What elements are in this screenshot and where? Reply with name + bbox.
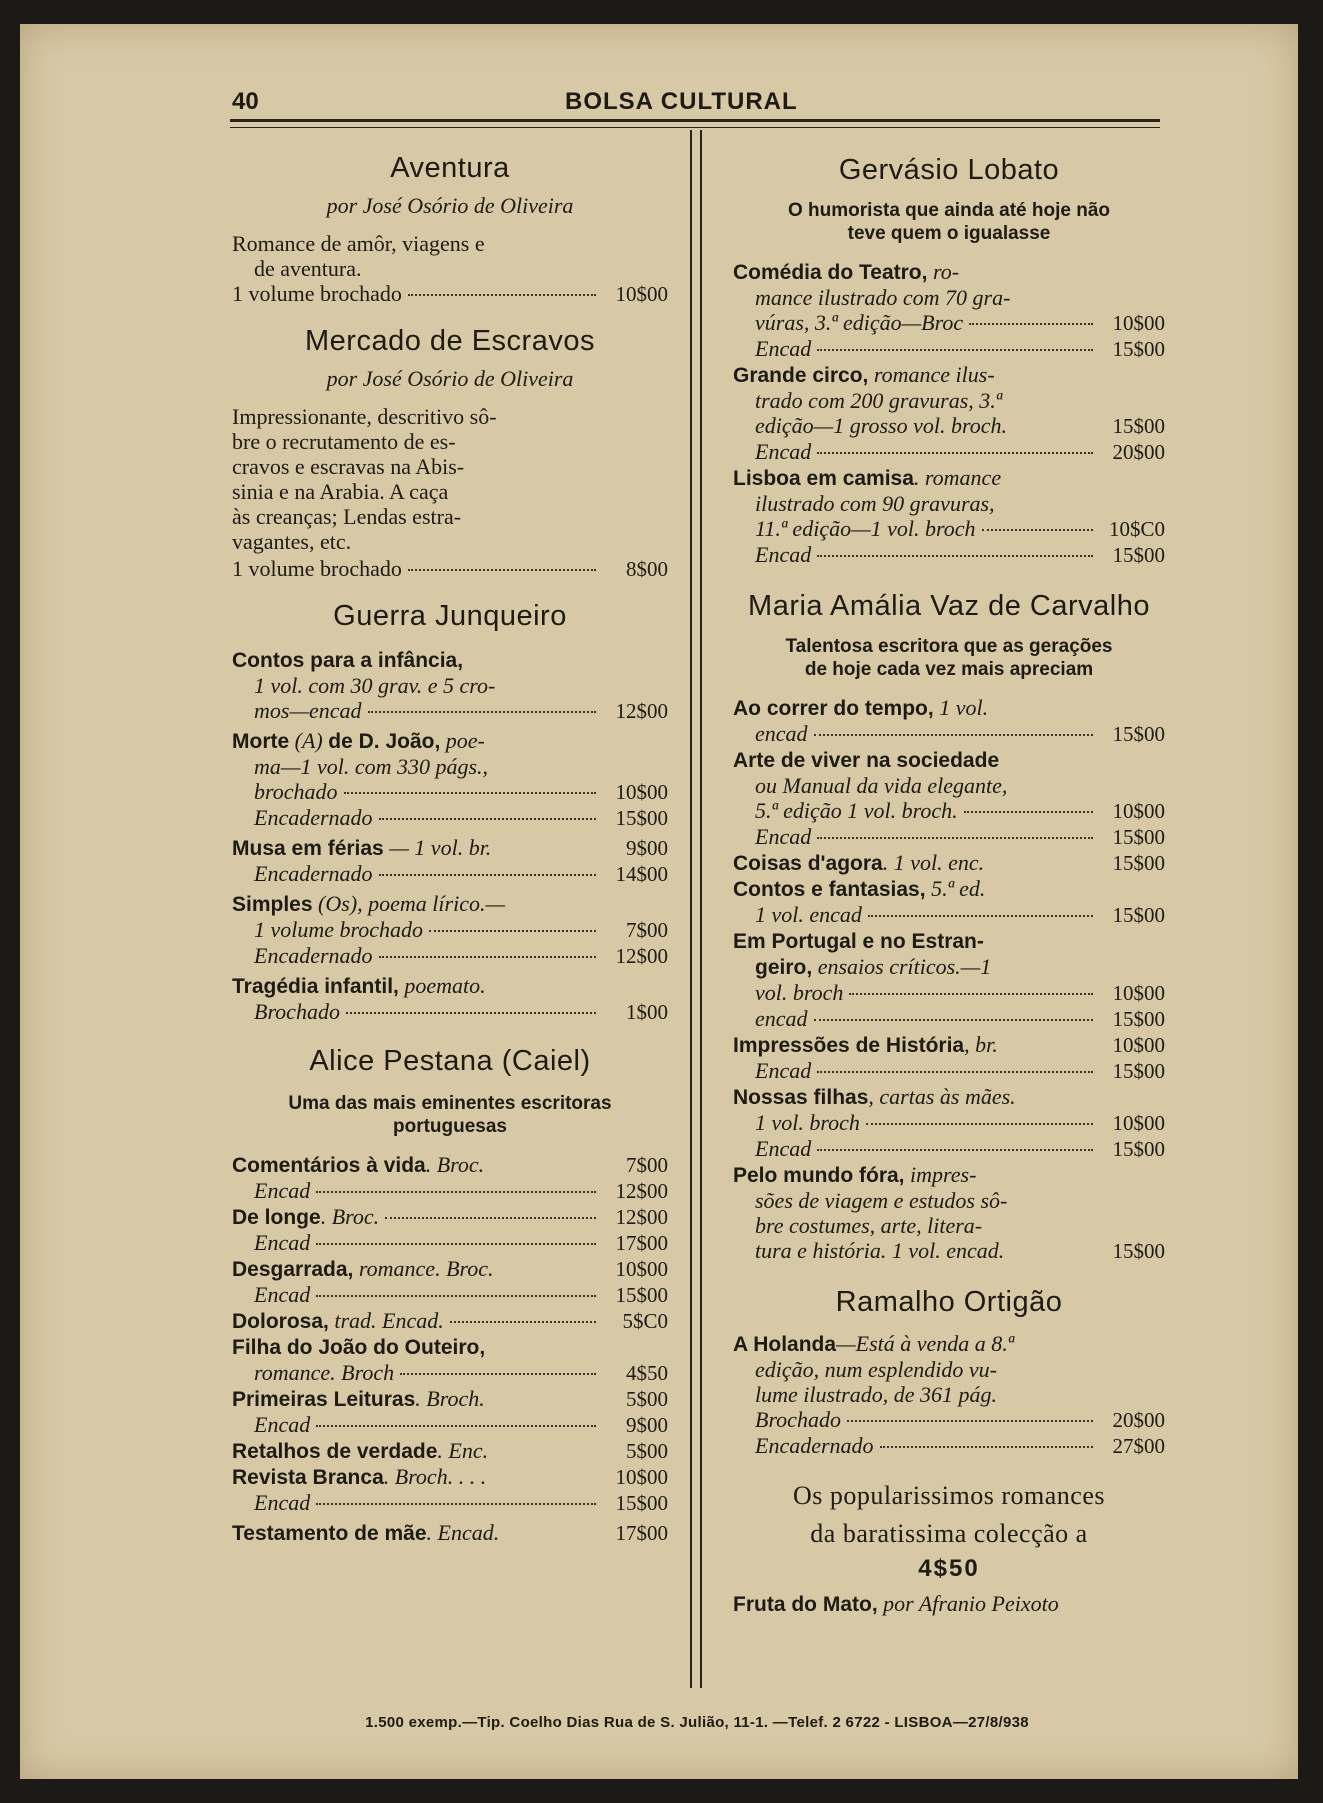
- price-row: [733, 1136, 1165, 1162]
- right-column: [733, 130, 1165, 1617]
- price-row: [232, 1438, 668, 1464]
- row-price: 10$00: [1112, 799, 1165, 823]
- book-detail: . Broc.: [425, 1152, 485, 1177]
- row-price: 10$00: [615, 1465, 668, 1489]
- book-detail: bre costumes, arte, litera-: [755, 1213, 983, 1238]
- row-price: 15$00: [1112, 903, 1165, 927]
- promo-price: 4$50: [918, 1555, 980, 1582]
- row-price: 10$00: [1112, 311, 1165, 335]
- price-row: [232, 1412, 668, 1438]
- tagline-line: Uma das mais eminentes escritoras: [288, 1093, 612, 1114]
- book-detail: poemato.: [398, 973, 486, 998]
- author-heading-aventura: Aventura: [390, 152, 510, 184]
- price-row: [733, 1407, 1165, 1433]
- row-title: tura e história. 1 vol. encad.: [755, 1238, 1005, 1263]
- book-detail: . 1 vol. enc.: [882, 850, 985, 875]
- row-title: Encad: [254, 1490, 311, 1515]
- row-price: 7$00: [626, 918, 668, 942]
- price-row: [232, 835, 668, 861]
- row-price: 12$00: [615, 1205, 668, 1229]
- row-price: 5$C0: [622, 1309, 668, 1333]
- desc-line: às creanças; Lendas estra-: [232, 504, 462, 529]
- row-price: 10$00: [615, 1257, 668, 1281]
- row-title: romance. Broch: [254, 1360, 395, 1385]
- book-musa-ferias: [232, 835, 668, 887]
- book-ao-correr: [733, 695, 1165, 747]
- page-header: [230, 86, 1160, 118]
- price-row: [733, 310, 1165, 336]
- tagline-line: teve quem o igualasse: [847, 223, 1051, 244]
- book-title: Filha do João do Outeiro,: [232, 1336, 486, 1359]
- dot-leader: [450, 1321, 596, 1323]
- book-detail: mance ilustrado com 70 gra-: [755, 285, 1011, 310]
- book-detail: trado com 200 gravuras, 3.ª: [755, 388, 1002, 413]
- price-row: [733, 980, 1165, 1006]
- tagline-line: Talentosa escritora que as gerações: [785, 636, 1113, 657]
- price-row: [232, 1464, 668, 1490]
- book-detail: romance. Broc.: [353, 1256, 494, 1281]
- book-title-cont: geiro,: [755, 956, 813, 979]
- row-title: 11.ª edição—1 vol. broch: [755, 516, 976, 541]
- row-price: 7$00: [626, 1153, 668, 1177]
- book-title: Musa em férias: [232, 837, 384, 860]
- row-price: 15$00: [1112, 851, 1165, 875]
- row-title: mos—encad: [254, 698, 362, 723]
- author-heading-mercado: Mercado de Escravos: [305, 325, 595, 357]
- book-detail: trad. Encad.: [328, 1308, 444, 1333]
- price-row: [232, 943, 668, 969]
- book-detail: edição, num esplendido vu-: [755, 1357, 997, 1382]
- price-row: [733, 850, 1165, 876]
- dot-leader: [814, 734, 1093, 736]
- dot-leader: [817, 349, 1093, 351]
- row-title: encad: [755, 721, 808, 746]
- book-contos-fantasias: [733, 876, 1165, 928]
- book-detail: por Afranio Peixoto: [877, 1591, 1059, 1616]
- row-price: 10$00: [1112, 1033, 1165, 1057]
- row-price: 5$00: [626, 1439, 668, 1463]
- desc-line: Romance de amôr, viagens e: [232, 231, 485, 256]
- book-title: Comédia do Teatro,: [733, 261, 928, 284]
- price-row: [733, 336, 1165, 362]
- book-title: Tragédia infantil,: [232, 975, 399, 998]
- row-price: 17$00: [615, 1521, 668, 1545]
- price-row: [733, 439, 1165, 465]
- book-detail: 5.ª ed.: [925, 876, 986, 901]
- book-title: Nossas filhas: [733, 1086, 869, 1109]
- row-title: Encad: [755, 824, 812, 849]
- row-price: 10$00: [1112, 981, 1165, 1005]
- author-heading-ramalho: Ramalho Ortigão: [835, 1286, 1063, 1318]
- row-title: 5.ª edição 1 vol. broch.: [755, 798, 958, 823]
- book-detail: (Os), poema lírico.—: [312, 891, 506, 916]
- book-em-portugal: [733, 928, 1165, 1032]
- book-title: Contos e fantasias,: [733, 878, 926, 901]
- row-title: brochado: [254, 779, 338, 804]
- author-heading-alice: Alice Pestana (Caiel): [309, 1045, 591, 1077]
- row-title: Encad: [755, 1136, 812, 1161]
- price-row: [733, 1110, 1165, 1136]
- book-detail: ro-: [927, 259, 960, 284]
- dot-leader: [316, 1503, 596, 1505]
- price-row: [232, 1360, 668, 1386]
- dot-leader: [316, 1425, 596, 1427]
- book-detail: —Está à venda a 8.ª: [836, 1331, 1014, 1356]
- header-rule: [230, 119, 1160, 122]
- row-price: 15$00: [1112, 722, 1165, 746]
- row-price: 15$00: [1112, 1059, 1165, 1083]
- row-title: Encadernado: [254, 861, 373, 886]
- book-fruta-mato: [733, 1591, 1165, 1617]
- book-a-holanda: [733, 1331, 1165, 1459]
- book-lisboa-camisa: [733, 465, 1165, 568]
- description-mercado: [232, 404, 668, 554]
- book-detail: . Broch. . . .: [383, 1464, 487, 1489]
- row-price: 8$00: [626, 557, 668, 581]
- row-title: Encad: [755, 439, 812, 464]
- book-detail: ma—1 vol. com 330 págs.,: [254, 754, 489, 779]
- book-title: Pelo mundo fóra,: [733, 1164, 905, 1187]
- dot-leader: [817, 1149, 1093, 1151]
- row-price: 15$00: [1112, 1137, 1165, 1161]
- author-heading-maria: Maria Amália Vaz de Carvalho: [748, 590, 1150, 622]
- book-filha-joao-outeiro: [232, 1334, 668, 1386]
- book-nossas-filhas: [733, 1084, 1165, 1162]
- row-title: Encadernado: [254, 943, 373, 968]
- book-detail: ou Manual da vida elegante,: [755, 773, 1008, 798]
- dot-leader: [344, 792, 596, 794]
- dot-leader: [868, 915, 1093, 917]
- tagline-line: portuguesas: [392, 1116, 508, 1137]
- price-row: [733, 1433, 1165, 1459]
- author-heading-guerra: Guerra Junqueiro: [333, 600, 567, 632]
- dot-leader: [969, 323, 1093, 325]
- price-row: [232, 1490, 668, 1516]
- byline-aventura: por José Osório de Oliveira: [326, 193, 574, 218]
- dot-leader: [400, 1373, 596, 1375]
- row-price: 10$00: [615, 282, 668, 306]
- printer-imprint: 1.500 exemp.—Tip. Coelho Dias Rua de S. Julião, 11-1. —Telef. 2 6722 - LISBOA—27/8/938: [365, 1714, 1029, 1731]
- price-row: [733, 902, 1165, 928]
- book-detail: — 1 vol. br.: [383, 835, 492, 860]
- row-title: vol. broch: [755, 980, 844, 1005]
- row-title: Encad: [254, 1230, 311, 1255]
- author-tagline: [232, 1092, 668, 1138]
- book-title: Impressões de História: [733, 1034, 965, 1057]
- price-row: [232, 1520, 668, 1546]
- price-row: [733, 798, 1165, 824]
- dot-leader: [368, 711, 596, 713]
- dot-leader: [408, 294, 596, 296]
- price-row: [733, 413, 1165, 439]
- desc-line: vagantes, etc.: [232, 529, 352, 554]
- dot-leader: [964, 811, 1093, 813]
- row-price: 15$00: [615, 1283, 668, 1307]
- book-pelo-mundo: [733, 1162, 1165, 1264]
- dot-leader: [379, 818, 596, 820]
- desc-line: de aventura.: [254, 256, 362, 281]
- book-title: Coisas d'agora: [733, 852, 883, 875]
- row-price: 12$00: [615, 944, 668, 968]
- book-title: Simples: [232, 893, 313, 916]
- dot-leader: [379, 874, 596, 876]
- price-row: [733, 1006, 1165, 1032]
- tagline-line: de hoje cada vez mais apreciam: [804, 659, 1094, 680]
- book-title: Retalhos de verdade: [232, 1440, 438, 1463]
- price-row: [232, 1152, 668, 1178]
- dot-leader: [880, 1446, 1093, 1448]
- book-title-article: (A): [289, 728, 329, 753]
- book-detail: , cartas às mães.: [868, 1084, 1016, 1109]
- byline-mercado: por José Osório de Oliveira: [326, 366, 574, 391]
- author-heading-gervasio: Gervásio Lobato: [838, 154, 1060, 186]
- promo-line: da baratissima colecção a: [810, 1519, 1088, 1548]
- book-grande-circo: [733, 362, 1165, 465]
- book-detail: . Encad.: [426, 1520, 500, 1545]
- book-title: Grande circo,: [733, 364, 869, 387]
- dot-leader: [316, 1191, 596, 1193]
- row-title: vúras, 3.ª edição—Broc: [755, 310, 964, 335]
- book-title: Lisboa em camisa: [733, 467, 914, 490]
- row-price: 14$00: [615, 862, 668, 886]
- dot-leader: [817, 555, 1093, 557]
- row-price: 5$00: [626, 1387, 668, 1411]
- dot-leader: [817, 837, 1093, 839]
- book-detail: . Enc.: [437, 1438, 489, 1463]
- book-detail: . romance: [913, 465, 1002, 490]
- description-aventura: [232, 231, 668, 281]
- row-title: Encad: [755, 1058, 812, 1083]
- book-title: Contos para a infância,: [232, 649, 464, 672]
- row-title: 1 volume brochado: [254, 917, 424, 942]
- row-title: Encad: [755, 542, 812, 567]
- dot-leader: [847, 1420, 1093, 1422]
- row-title: Encadernado: [755, 1433, 874, 1458]
- row-title: edição—1 grosso vol. broch.: [755, 413, 1007, 438]
- row-title: 1 vol. broch: [755, 1110, 860, 1135]
- page-number: 40: [232, 88, 259, 115]
- book-detail: sões de viagem e estudos sô-: [755, 1188, 1008, 1213]
- dot-leader: [408, 569, 596, 571]
- price-row: [232, 861, 668, 887]
- dot-leader: [849, 993, 1093, 995]
- row-price: 9$00: [626, 1413, 668, 1437]
- book-detail: 1 vol.: [933, 695, 989, 720]
- book-title: Dolorosa,: [232, 1310, 329, 1333]
- book-arte-viver: [733, 747, 1165, 850]
- dot-leader: [385, 1217, 596, 1219]
- book-impressoes-historia: [733, 1032, 1165, 1084]
- book-detail: . Broc.: [320, 1204, 380, 1229]
- dot-leader: [866, 1123, 1093, 1125]
- row-price: 15$00: [615, 1491, 668, 1515]
- book-title-rest: de D. João,: [328, 730, 441, 753]
- dot-leader: [379, 956, 596, 958]
- book-detail: . Broch.: [415, 1386, 485, 1411]
- left-column: [232, 130, 668, 1546]
- author-tagline: [733, 199, 1165, 245]
- book-title: Revista Branca: [232, 1466, 384, 1489]
- book-title: Fruta do Mato,: [733, 1593, 878, 1616]
- row-price: 15$00: [1112, 543, 1165, 567]
- desc-line: cravos e escravas na Abis-: [232, 454, 465, 479]
- book-title: Ao correr do tempo,: [733, 697, 934, 720]
- dot-leader: [316, 1243, 596, 1245]
- desc-line: bre o recrutamento de es-: [232, 429, 456, 454]
- row-title: Encad: [254, 1178, 311, 1203]
- price-row: [232, 1282, 668, 1308]
- row-price: 12$00: [615, 1179, 668, 1203]
- row-title: Encad: [755, 336, 812, 361]
- book-detail: lume ilustrado, de 361 pág.: [755, 1382, 997, 1407]
- row-price: 15$00: [1112, 825, 1165, 849]
- row-price: 1$00: [626, 1000, 668, 1024]
- price-row: [232, 1308, 668, 1334]
- row-price: 4$50: [626, 1361, 668, 1385]
- row-title: Brochado: [254, 999, 340, 1024]
- price-row: [733, 1032, 1165, 1058]
- price-row: [232, 917, 668, 943]
- book-comedia-teatro: [733, 259, 1165, 362]
- row-title: Encad: [254, 1282, 311, 1307]
- book-title: Testamento de mãe: [232, 1522, 427, 1545]
- row-price: 10$C0: [1108, 517, 1165, 541]
- book-tragedia-infantil: [232, 973, 668, 1025]
- row-title: Encadernado: [254, 805, 373, 830]
- book-title: Desgarrada,: [232, 1258, 354, 1281]
- book-morte-d-joao: [232, 728, 668, 831]
- header-rule-thin: [230, 127, 1160, 128]
- book-title: Arte de viver na sociedade: [733, 749, 1000, 772]
- column-divider: [690, 130, 692, 1688]
- promo-line: Os popularissimos romances: [793, 1481, 1105, 1510]
- row-price: 12$00: [615, 699, 668, 723]
- book-title: A Holanda: [733, 1333, 837, 1356]
- price-row: [232, 1256, 668, 1282]
- dot-leader: [817, 452, 1093, 454]
- price-row: [232, 805, 668, 831]
- book-detail: , br.: [964, 1032, 998, 1057]
- price-row: [733, 1238, 1165, 1264]
- price-row: [232, 1230, 668, 1256]
- row-price: 20$00: [1112, 1408, 1165, 1432]
- dot-leader: [814, 1019, 1093, 1021]
- price-row: [232, 1204, 668, 1230]
- row-price: 9$00: [626, 836, 668, 860]
- book-detail: romance ilus-: [868, 362, 995, 387]
- column-divider-second: [700, 130, 702, 1688]
- row-title: Encad: [254, 1412, 311, 1437]
- book-simples: [232, 891, 668, 969]
- row-title: 1 vol. encad: [755, 902, 862, 927]
- row-title: 1 volume brochado: [232, 281, 402, 306]
- row-price: 10$00: [1112, 1111, 1165, 1135]
- book-detail: ensaios críticos.—1: [812, 954, 992, 979]
- price-row: [232, 999, 668, 1025]
- price-row: [232, 281, 668, 307]
- row-title: encad: [755, 1006, 808, 1031]
- row-price: 15$00: [1112, 1007, 1165, 1031]
- book-title: Em Portugal e no Estran-: [733, 930, 984, 953]
- book-detail: poe-: [440, 728, 485, 753]
- book-detail: ilustrado com 90 gravuras,: [755, 491, 995, 516]
- row-price: 10$00: [615, 780, 668, 804]
- dot-leader: [817, 1071, 1093, 1073]
- tagline-line: O humorista que ainda até hoje não: [788, 200, 1110, 221]
- dot-leader: [346, 1012, 596, 1014]
- row-price: 17$00: [615, 1231, 668, 1255]
- price-row: [733, 721, 1165, 747]
- price-row: [733, 516, 1165, 542]
- row-price: 15$00: [1112, 337, 1165, 361]
- dot-leader: [982, 529, 1093, 531]
- book-detail: 1 vol. com 30 grav. e 5 cro-: [254, 673, 496, 698]
- price-row: [232, 556, 668, 582]
- price-row: [733, 542, 1165, 568]
- price-row: [232, 1386, 668, 1412]
- desc-line: sinia e na Arabia. A caça: [232, 479, 449, 504]
- row-price: 15$00: [1112, 414, 1165, 438]
- price-row: [733, 824, 1165, 850]
- row-price: 27$00: [1112, 1434, 1165, 1458]
- book-title: Comentários à vida: [232, 1154, 426, 1177]
- row-price: 15$00: [1112, 1239, 1165, 1263]
- price-row: [232, 1178, 668, 1204]
- book-detail: impres-: [904, 1162, 977, 1187]
- book-title: Morte: [232, 730, 290, 753]
- row-title: Brochado: [755, 1407, 841, 1432]
- row-price: 15$00: [615, 806, 668, 830]
- dot-leader: [316, 1295, 596, 1297]
- row-price: 20$00: [1112, 440, 1165, 464]
- price-row: [232, 698, 668, 724]
- book-contos-infancia: [232, 647, 668, 724]
- book-title: De longe: [232, 1206, 321, 1229]
- page-title: BOLSA CULTURAL: [565, 88, 798, 115]
- promo-text: [733, 1477, 1165, 1553]
- book-title: Primeiras Leituras: [232, 1388, 416, 1411]
- row-title: 1 volume brochado: [232, 556, 402, 581]
- author-tagline: [733, 635, 1165, 681]
- price-row: [232, 779, 668, 805]
- desc-line: Impressionante, descritivo sô-: [232, 404, 497, 429]
- dot-leader: [429, 930, 596, 932]
- price-row: [733, 1058, 1165, 1084]
